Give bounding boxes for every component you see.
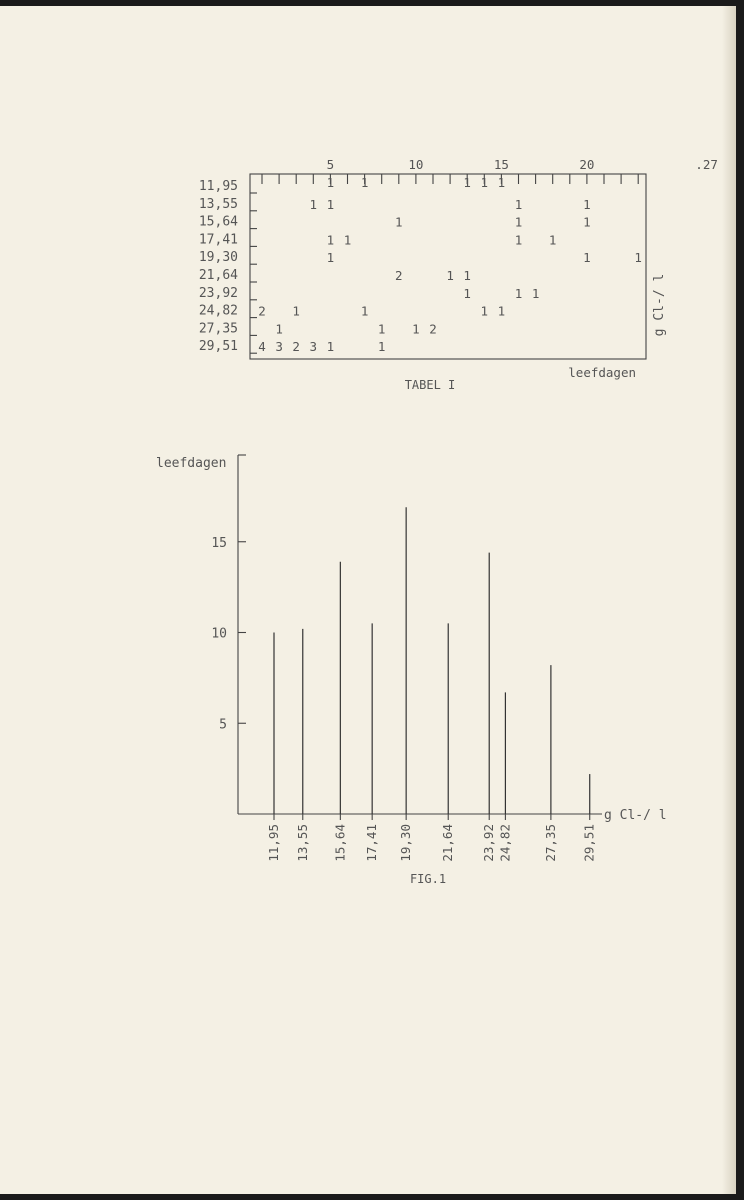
table-column-tick-label: 20 <box>579 157 595 172</box>
table-count-cell: 2 <box>258 303 266 319</box>
table-count-cell: 1 <box>463 175 471 190</box>
table-count-cell: 2 <box>395 268 403 283</box>
table-count-cell: 1 <box>360 175 369 190</box>
table-row-label: 11,95 <box>198 179 238 194</box>
table-count-cell: 1 <box>360 303 369 319</box>
table-count-cell: 3 <box>309 339 318 355</box>
table-xlabel: leefdagen <box>568 365 636 380</box>
figure-title: FIG.1 <box>409 872 447 886</box>
table-count-cell: 1 <box>514 214 523 230</box>
table-count-cell: 1 <box>343 232 352 248</box>
table-column-tick-label: .27 <box>695 157 718 172</box>
table-row-labels <box>199 179 238 354</box>
y-axis-tick-label: 15 <box>211 535 227 551</box>
table-count-cell: 1 <box>480 175 489 190</box>
table-title: TABEL I <box>404 378 456 392</box>
table-count-cell: 2 <box>292 339 300 355</box>
bar-xlabel: g Cl-/ l <box>604 808 667 823</box>
table-count-cell: 1 <box>309 196 318 212</box>
table-count-cell: 1 <box>583 250 591 266</box>
y-axis-tick-label: 10 <box>211 626 227 642</box>
table-column-tick-label: 10 <box>408 157 424 172</box>
x-axis-tick-label: 24,82 <box>497 824 513 862</box>
table-column-tick-labels <box>327 157 718 172</box>
table-count-cell: 1 <box>583 214 591 230</box>
table-count-cell: 1 <box>395 214 403 230</box>
table-row-label: 24,82 <box>198 303 238 319</box>
table-count-cell: 1 <box>326 250 335 266</box>
table-row-label: 23,92 <box>198 285 238 301</box>
x-axis-tick-label: 21,64 <box>440 824 456 862</box>
x-axis-tick-label: 23,92 <box>481 824 497 862</box>
table-ylabel: g Cl-/ l <box>652 273 667 337</box>
table-count-cell: 1 <box>497 175 506 190</box>
table-count-cell: 1 <box>412 321 420 337</box>
x-axis-tick-labels <box>266 814 597 862</box>
y-axis-ticks <box>211 536 246 733</box>
table-count-cell: 1 <box>531 285 540 301</box>
table-row-label: 29,51 <box>198 339 238 355</box>
table-count-cells <box>258 175 642 354</box>
table-count-cell: 1 <box>292 303 300 319</box>
table-count-cell: 1 <box>463 268 471 283</box>
x-axis-tick-label: 27,35 <box>542 824 558 862</box>
x-axis-tick-label: 15,64 <box>332 824 348 862</box>
fig1-bar-chart <box>156 455 667 886</box>
table-column-tick-label: 5 <box>326 157 335 172</box>
table-count-cell: 1 <box>514 196 523 212</box>
table-count-cell: 1 <box>326 339 335 355</box>
table-count-cell: 1 <box>480 303 489 319</box>
table-count-cell: 1 <box>634 250 642 266</box>
table-row-label: 13,55 <box>198 196 238 212</box>
table-count-cell: 3 <box>275 339 283 355</box>
table-count-cell: 1 <box>497 303 506 319</box>
x-axis-tick-label: 13,55 <box>294 824 310 862</box>
table-count-cell: 1 <box>377 321 386 337</box>
table-count-cell: 1 <box>326 232 335 248</box>
table-row-label: 19,30 <box>198 250 238 266</box>
table-count-cell: 1 <box>275 321 283 337</box>
table-count-cell: 1 <box>377 339 386 355</box>
table-column-tick-label: 15 <box>493 157 509 172</box>
table-left-ticks <box>250 193 257 353</box>
table-row-label: 21,64 <box>198 268 238 283</box>
bar-ylabel: leefdagen <box>156 456 227 471</box>
x-axis-tick-label: 29,51 <box>581 824 597 862</box>
y-axis-tick-label: 5 <box>219 717 227 733</box>
table-top-ticks <box>262 174 638 184</box>
table-row-label: 15,64 <box>198 214 238 230</box>
table-count-cell: 1 <box>514 232 523 248</box>
x-axis-tick-label: 19,30 <box>398 824 414 862</box>
table-count-cell: 1 <box>548 232 557 248</box>
table-count-cell: 1 <box>583 196 591 212</box>
table-count-cell: 1 <box>326 175 335 190</box>
table-count-cell: 1 <box>514 285 523 301</box>
table-count-cell: 1 <box>326 196 335 212</box>
table-count-cell: 2 <box>429 321 437 337</box>
x-axis-tick-label: 11,95 <box>266 824 281 862</box>
table-count-cell: 1 <box>463 285 471 301</box>
table-count-cell: 4 <box>258 339 266 355</box>
x-axis-tick-label: 17,41 <box>364 824 380 862</box>
table-row-label: 27,35 <box>198 321 238 337</box>
tabel-i-table <box>199 157 718 392</box>
table-count-cell: 1 <box>446 268 454 283</box>
table-row-label: 17,41 <box>198 232 238 248</box>
bars <box>274 507 590 814</box>
